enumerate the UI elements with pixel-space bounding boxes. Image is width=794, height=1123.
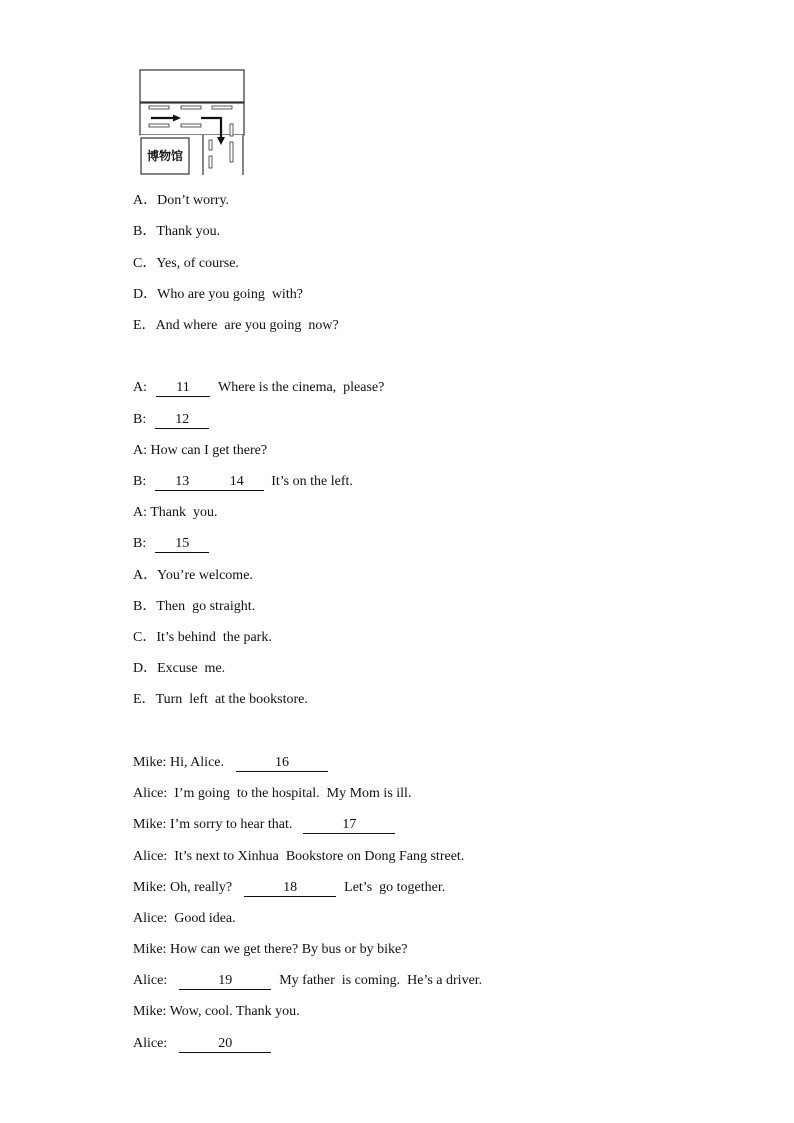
option-line: E．And where are you going now? xyxy=(133,318,339,333)
option-line: A．Don’t worry. xyxy=(133,193,230,208)
dialogue-line: Alice: 19 My father is coming. He’s a driver. xyxy=(133,973,483,988)
lane-mark xyxy=(230,142,233,162)
lane-mark xyxy=(181,106,201,109)
dialogue-line: B: 12 xyxy=(133,411,209,429)
dialogue-line: B: 15 xyxy=(133,535,209,553)
answer-blank[interactable]: 15 xyxy=(155,536,209,553)
lane-mark xyxy=(181,124,201,127)
lane-mark xyxy=(230,124,233,136)
answer-blank[interactable]: 13 xyxy=(155,474,209,491)
dialogue-line: Alice: 20 xyxy=(133,1035,271,1053)
dialogue-line: B: 13 14 It’s on the left. xyxy=(133,474,353,489)
answer-blank[interactable]: 18 xyxy=(244,880,336,897)
dialogue-line: A: How can I get there? xyxy=(133,443,268,458)
lane-mark xyxy=(209,156,212,168)
option-line: E．Turn left at the bookstore. xyxy=(133,692,308,707)
dialogue-line: Mike: Wow, cool. Thank you. xyxy=(133,1004,300,1019)
answer-blank[interactable]: 11 xyxy=(156,380,210,397)
street-map-figure xyxy=(139,69,245,176)
dialogue-line: A: 11 Where is the cinema, please? xyxy=(133,380,385,395)
dialogue-line: Mike: I’m sorry to hear that. 17 xyxy=(133,816,395,834)
dialogue-line: Mike: How can we get there? By bus or by bike? xyxy=(133,942,408,957)
option-line: A．You’re welcome. xyxy=(133,568,253,583)
dialogue-line: Mike: Oh, really? 18 Let’s go together. xyxy=(133,880,446,895)
option-line: B．Then go straight. xyxy=(133,599,256,614)
dialogue-line: A: Thank you. xyxy=(133,505,218,520)
answer-blank[interactable]: 20 xyxy=(179,1036,271,1053)
option-line: C．It’s behind the park. xyxy=(133,630,272,645)
lane-mark xyxy=(212,106,232,109)
option-line: B．Thank you. xyxy=(133,224,221,239)
lane-mark xyxy=(149,124,169,127)
answer-blank[interactable]: 16 xyxy=(236,755,328,772)
map-top-block xyxy=(140,70,244,102)
dialogue-line: Alice: Good idea. xyxy=(133,911,236,926)
answer-blank[interactable]: 17 xyxy=(303,817,395,834)
answer-blank[interactable]: 14 xyxy=(209,474,264,491)
answer-blank[interactable]: 19 xyxy=(179,973,271,990)
lane-mark xyxy=(149,106,169,109)
dialogue-line: Alice: I’m going to the hospital. My Mom is ill. xyxy=(133,786,412,801)
museum-label: 博物馆 xyxy=(146,149,184,163)
dialogue-line: Alice: It’s next to Xinhua Bookstore on Dong Fang street. xyxy=(133,849,465,864)
answer-blank[interactable]: 12 xyxy=(155,412,209,429)
option-line: C．Yes, of course. xyxy=(133,256,239,271)
option-line: D．Who are you going with? xyxy=(133,287,303,302)
dialogue-line: Mike: Hi, Alice. 16 xyxy=(133,754,328,772)
lane-mark xyxy=(209,140,212,150)
option-line: D．Excuse me. xyxy=(133,661,226,676)
